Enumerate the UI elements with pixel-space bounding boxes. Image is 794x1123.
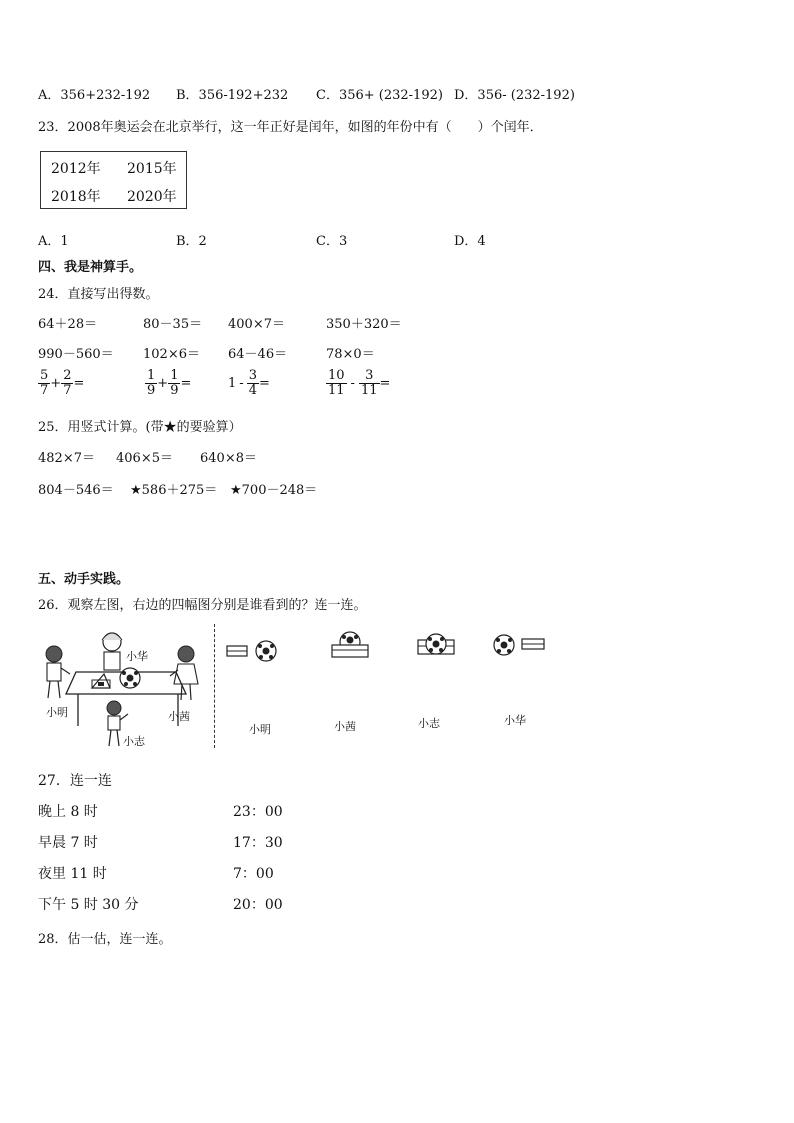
view-label: 小志 — [418, 717, 440, 730]
fraction: $\frac{3}{11}$ — [360, 368, 378, 398]
q22-option-a: A．356+232-192 — [38, 88, 151, 103]
q24-item: 78×0＝ — [326, 347, 375, 362]
section-4-title: 四、我是神算手。 — [38, 260, 143, 275]
equals: = — [180, 375, 192, 391]
view-label: 小华 — [504, 714, 526, 727]
q24-fraction-item-1 — [38, 369, 84, 397]
q25-item: 406×5＝ — [116, 451, 173, 466]
q23-stem: 23．2008年奥运会在北京举行，这一年正好是闰年，如图的年份中有（ ）个闰年． — [38, 120, 543, 135]
q24-item: 990－560＝ — [38, 347, 114, 362]
q23-option-c: C．3 — [316, 234, 348, 249]
q25-item: 482×7＝ — [38, 451, 95, 466]
q24-fraction-item-2 — [145, 369, 191, 397]
q27-left-item: 晚上 8 时 — [38, 804, 98, 820]
view-ball-then-box — [492, 630, 552, 660]
q27-stem: 27．连一连 — [38, 773, 112, 789]
scene-label-xiaoming: 小明 — [46, 706, 68, 719]
q23-option-d: D．4 — [454, 234, 486, 249]
q27-right-item: 17：30 — [233, 835, 283, 851]
view-ball-behind-box — [330, 630, 370, 662]
q25-item: ★586＋275＝ — [130, 483, 218, 498]
q23-year: 2012年 — [51, 161, 101, 177]
q22-option-d: D．356- (232-192) — [454, 88, 575, 103]
view-box-then-ball — [226, 636, 286, 666]
equals: = — [73, 375, 85, 391]
q25-item: 804－546＝ — [38, 483, 114, 498]
view-ball-in-front-of-box — [416, 630, 456, 662]
operator: - — [350, 375, 355, 391]
equals: = — [379, 375, 391, 391]
fraction: $\frac{5}{7}$ — [40, 368, 49, 398]
q27-right-item: 7：00 — [233, 866, 274, 882]
q25-stem: 25．用竖式计算。(带★的要验算） — [38, 420, 242, 435]
q26-stem: 26．观察左图，右边的四幅图分别是谁看到的？连一连。 — [38, 598, 367, 613]
q27-left-item: 早晨 7 时 — [38, 835, 98, 851]
scene-label-xiaozhi: 小志 — [123, 735, 145, 748]
operator: + — [157, 375, 169, 391]
q27-left-item: 下午 5 时 30 分 — [38, 897, 139, 913]
q23-year-box — [40, 151, 187, 209]
q27-left-item: 夜里 11 时 — [38, 866, 107, 882]
operator: - — [239, 375, 244, 391]
q23-option-a: A．1 — [38, 234, 69, 249]
view-label: 小明 — [249, 723, 271, 736]
q23-year: 2018年 — [51, 189, 101, 205]
fraction: $\frac{10}{11}$ — [328, 368, 345, 398]
q28-stem: 28．估一估，连一连。 — [38, 932, 172, 947]
q24-fraction-item-3 — [228, 369, 270, 397]
fraction: $\frac{2}{7}$ — [63, 368, 72, 398]
operator: + — [50, 375, 62, 391]
view-label: 小茜 — [334, 720, 356, 733]
q24-item: 350＋320＝ — [326, 317, 402, 332]
q23-year: 2020年 — [127, 189, 177, 205]
section-5-title: 五、动手实践。 — [38, 572, 130, 587]
fraction: $\frac{1}{9}$ — [170, 368, 179, 398]
q24-item: 64＋28＝ — [38, 317, 98, 332]
q24-item: 102×6＝ — [143, 347, 200, 362]
q22-option-c: C．356+ (232-192) — [316, 88, 443, 103]
q25-item: 640×8＝ — [200, 451, 257, 466]
q23-year: 2015年 — [127, 161, 177, 177]
q24-item: 64－46＝ — [228, 347, 288, 362]
q27-right-item: 23：00 — [233, 804, 283, 820]
q27-right-item: 20：00 — [233, 897, 283, 913]
q24-stem: 24．直接写出得数。 — [38, 287, 159, 302]
scene-label-xiaoqian: 小茜 — [168, 710, 190, 723]
dashed-divider — [214, 624, 215, 748]
scene-label-xiaohua: 小华 — [126, 650, 148, 663]
q22-option-b: B．356-192+232 — [176, 88, 289, 103]
fraction: $\frac{3}{4}$ — [248, 368, 257, 398]
equals: = — [258, 375, 270, 391]
whole-number: 1 — [228, 375, 237, 391]
q23-option-b: B．2 — [176, 234, 207, 249]
q24-fraction-item-4 — [326, 369, 390, 397]
q25-item: ★700－248＝ — [230, 483, 318, 498]
q24-item: 400×7＝ — [228, 317, 285, 332]
fraction: $\frac{1}{9}$ — [147, 368, 156, 398]
q24-item: 80－35＝ — [143, 317, 203, 332]
